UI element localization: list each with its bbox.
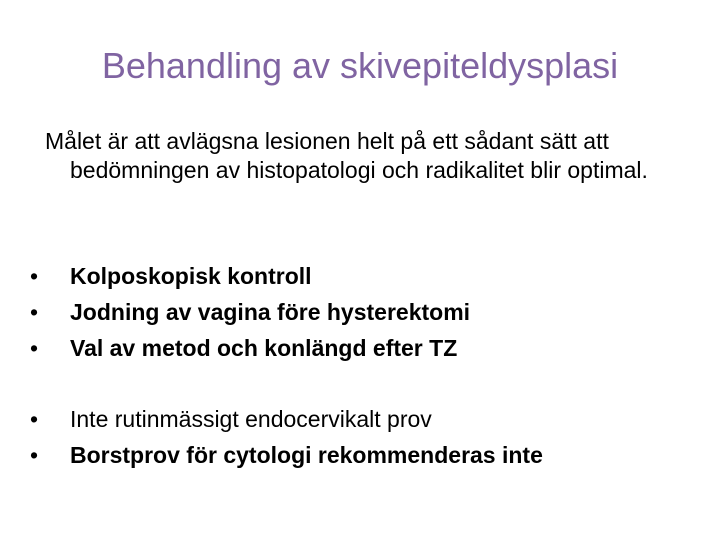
bullet-marker: • (30, 263, 39, 289)
bullet-marker: • (30, 442, 39, 468)
bullet-list-secondary (30, 401, 700, 473)
list-item (30, 258, 700, 294)
bullet-text: Jodning av vagina före hysterektomi (70, 299, 471, 325)
slide-title: Behandling av skivepiteldysplasi (101, 45, 619, 86)
list-item (30, 294, 700, 330)
bullet-text: Borstprov för cytologi rekommenderas inte (70, 442, 543, 468)
bullet-marker: • (30, 299, 39, 325)
list-item (30, 330, 700, 366)
list-item (30, 401, 700, 437)
bullet-list-primary (30, 258, 700, 366)
bullet-marker: • (30, 406, 39, 432)
bullet-text: Val av metod och konlängd efter TZ (70, 335, 458, 361)
bullet-marker: • (30, 335, 39, 361)
intro-paragraph: Målet är att avlägsna lesionen helt på ett sådant sätt att bedömningen av histopatologi och radikalitet blir optimal. (45, 128, 648, 183)
bullet-text: Inte rutinmässigt endocervikalt prov (70, 406, 432, 432)
list-item (30, 437, 700, 473)
bullet-text: Kolposkopisk kontroll (70, 263, 312, 289)
